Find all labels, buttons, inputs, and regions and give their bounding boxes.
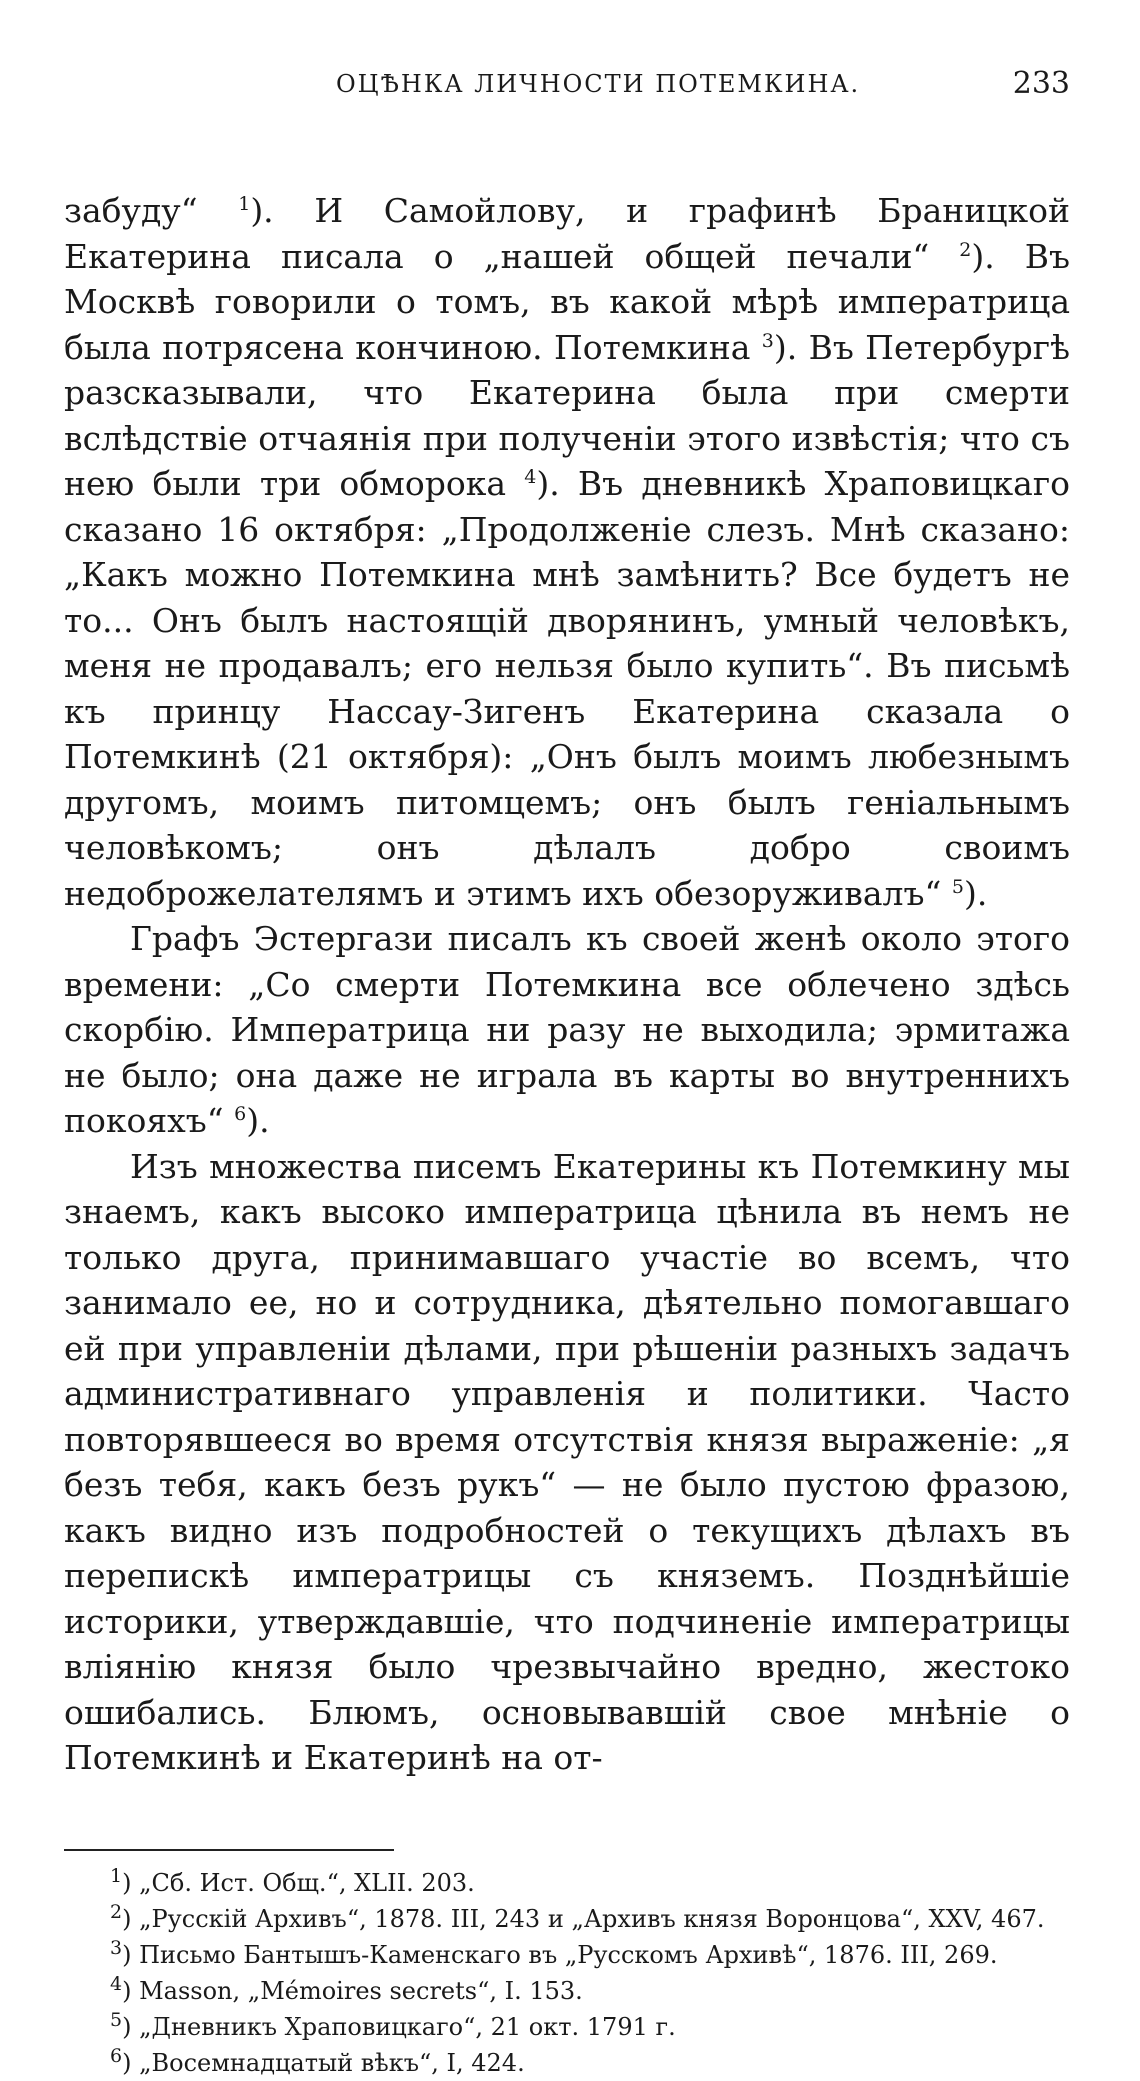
text-segment: ). Въ Москвѣ говорили о томъ, въ какой мѣрѣ императрица была потрясена кончиною. Потемкина <box>64 236 1070 367</box>
footnote-marker: 3 <box>761 329 774 352</box>
footnote <box>64 1973 1070 2009</box>
text-segment: забуду“ <box>64 191 239 230</box>
text-segment: ). <box>963 873 988 913</box>
footnote-number: 1 <box>110 1864 123 1887</box>
page-number: 233 <box>1012 66 1070 101</box>
footnote <box>64 1865 1070 1901</box>
footnote <box>64 1901 1070 1937</box>
footnote-marker: 2 <box>959 238 972 261</box>
footnote-text: ) Письмо Бантышъ-Каменскаго въ „Русскомъ Архивѣ“, 1876. III, 269. <box>122 1940 998 1969</box>
running-title: ОЦѢНКА ЛИЧНОСТИ ПОТЕМКИНА. <box>336 70 861 98</box>
footnote-text: ) „Восемнадцатый вѣкъ“, I, 424. <box>122 2048 525 2077</box>
book-page <box>64 60 1070 2081</box>
footnote-number: 5 <box>110 2008 123 2031</box>
footnote-number: 6 <box>110 2044 123 2067</box>
footnote-marker: 5 <box>951 875 964 898</box>
footnote <box>64 1937 1070 1973</box>
footnotes <box>64 1865 1070 2081</box>
footnote-text: ) „Русскій Архивъ“, 1878. III, 243 и „Архивъ князя Воронцова“, XXV, 467. <box>122 1904 1045 1933</box>
footnote-marker: 4 <box>524 466 537 488</box>
footnote <box>64 2009 1070 2045</box>
footnote-text: ) „Дневникъ Храповицкаго“, 21 окт. 1791 г. <box>122 2012 676 2041</box>
footnote-marker: 1 <box>238 193 251 215</box>
main-text <box>64 188 1070 1781</box>
footnote-number: 2 <box>110 1900 123 1923</box>
footnote-rule <box>64 1849 394 1851</box>
footnote-marker: 6 <box>234 1103 247 1125</box>
paragraph <box>64 1144 1070 1781</box>
footnote-text: ) „Сб. Ист. Общ.“, XLII. 203. <box>122 1868 475 1897</box>
footnote <box>64 2045 1070 2081</box>
text-segment: ). Въ Петербургѣ разсказывали, что Екатерина была при смерти вслѣдствіе отчаянія при полученіи этого извѣстія; что съ нею были три обморока <box>64 327 1070 503</box>
text-segment: ). И Самойлову, и графинѣ Браницкой Екатерина писала о „нашей общей печали“ <box>64 191 1070 276</box>
text-segment: ). Въ дневникѣ Храповицкаго сказано 16 октября: „Продолженіе слезъ. Мнѣ сказано: „Какъ можно Потемкина мнѣ замѣнить? Все будетъ не то... Онъ былъ настоящій дворянинъ, умный человѣкъ, меня не продавалъ; его нельзя было купить“. Въ письмѣ къ принцу Нассау-Зигенъ Екатерина сказала о Потемкинѣ (21 октября): „Онъ былъ моимъ любезнымъ другомъ, моимъ питомцемъ; онъ былъ геніальнымъ человѣкомъ; онъ дѣлалъ добро своимъ недоброжелателямъ и этимъ ихъ обезоруживалъ“ <box>64 464 1070 913</box>
footnote-number: 4 <box>110 1972 123 1995</box>
footnote-text: ) Masson, „Mémoires secrets“, I. 153. <box>122 1976 583 2005</box>
page-header <box>64 60 1070 110</box>
text-segment: ). <box>246 1101 270 1140</box>
paragraph <box>64 916 1070 1144</box>
text-segment: Графъ Эстергази писалъ къ своей женѣ около этого времени: „Со смерти Потемкина все облечено здѣсь скорбію. Императрица ни разу не выходила; эрмитажа не было; она даже не играла въ карты во внутреннихъ покояхъ“ <box>64 919 1070 1140</box>
text-segment: Изъ множества писемъ Екатерины къ Потемкину мы знаемъ, какъ высоко императрица цѣнила въ немъ не только друга, принимавшаго участіе во всемъ, что занимало ее, но и сотрудника, дѣятельно помогавшаго ей при управленіи дѣлами, при рѣшеніи разныхъ задачъ административнаго управленія и политики. Часто повторявшееся во время отсутствія князя выраженіе: „я безъ тебя, какъ безъ рукъ“ — не было пустою фразою, какъ видно изъ подробностей о текущихъ дѣлахъ въ перепискѣ императрицы съ княземъ. Позднѣйшіе историки, утверждавшіе, что подчиненіе императрицы вліянію князя было чрезвычайно вредно, жестоко ошибались. Блюмъ, основывавшій свое мнѣніе о Потемкинѣ и Екатеринѣ на от- <box>64 1146 1070 1777</box>
footnote-number: 3 <box>110 1936 123 1959</box>
paragraph <box>64 188 1070 916</box>
